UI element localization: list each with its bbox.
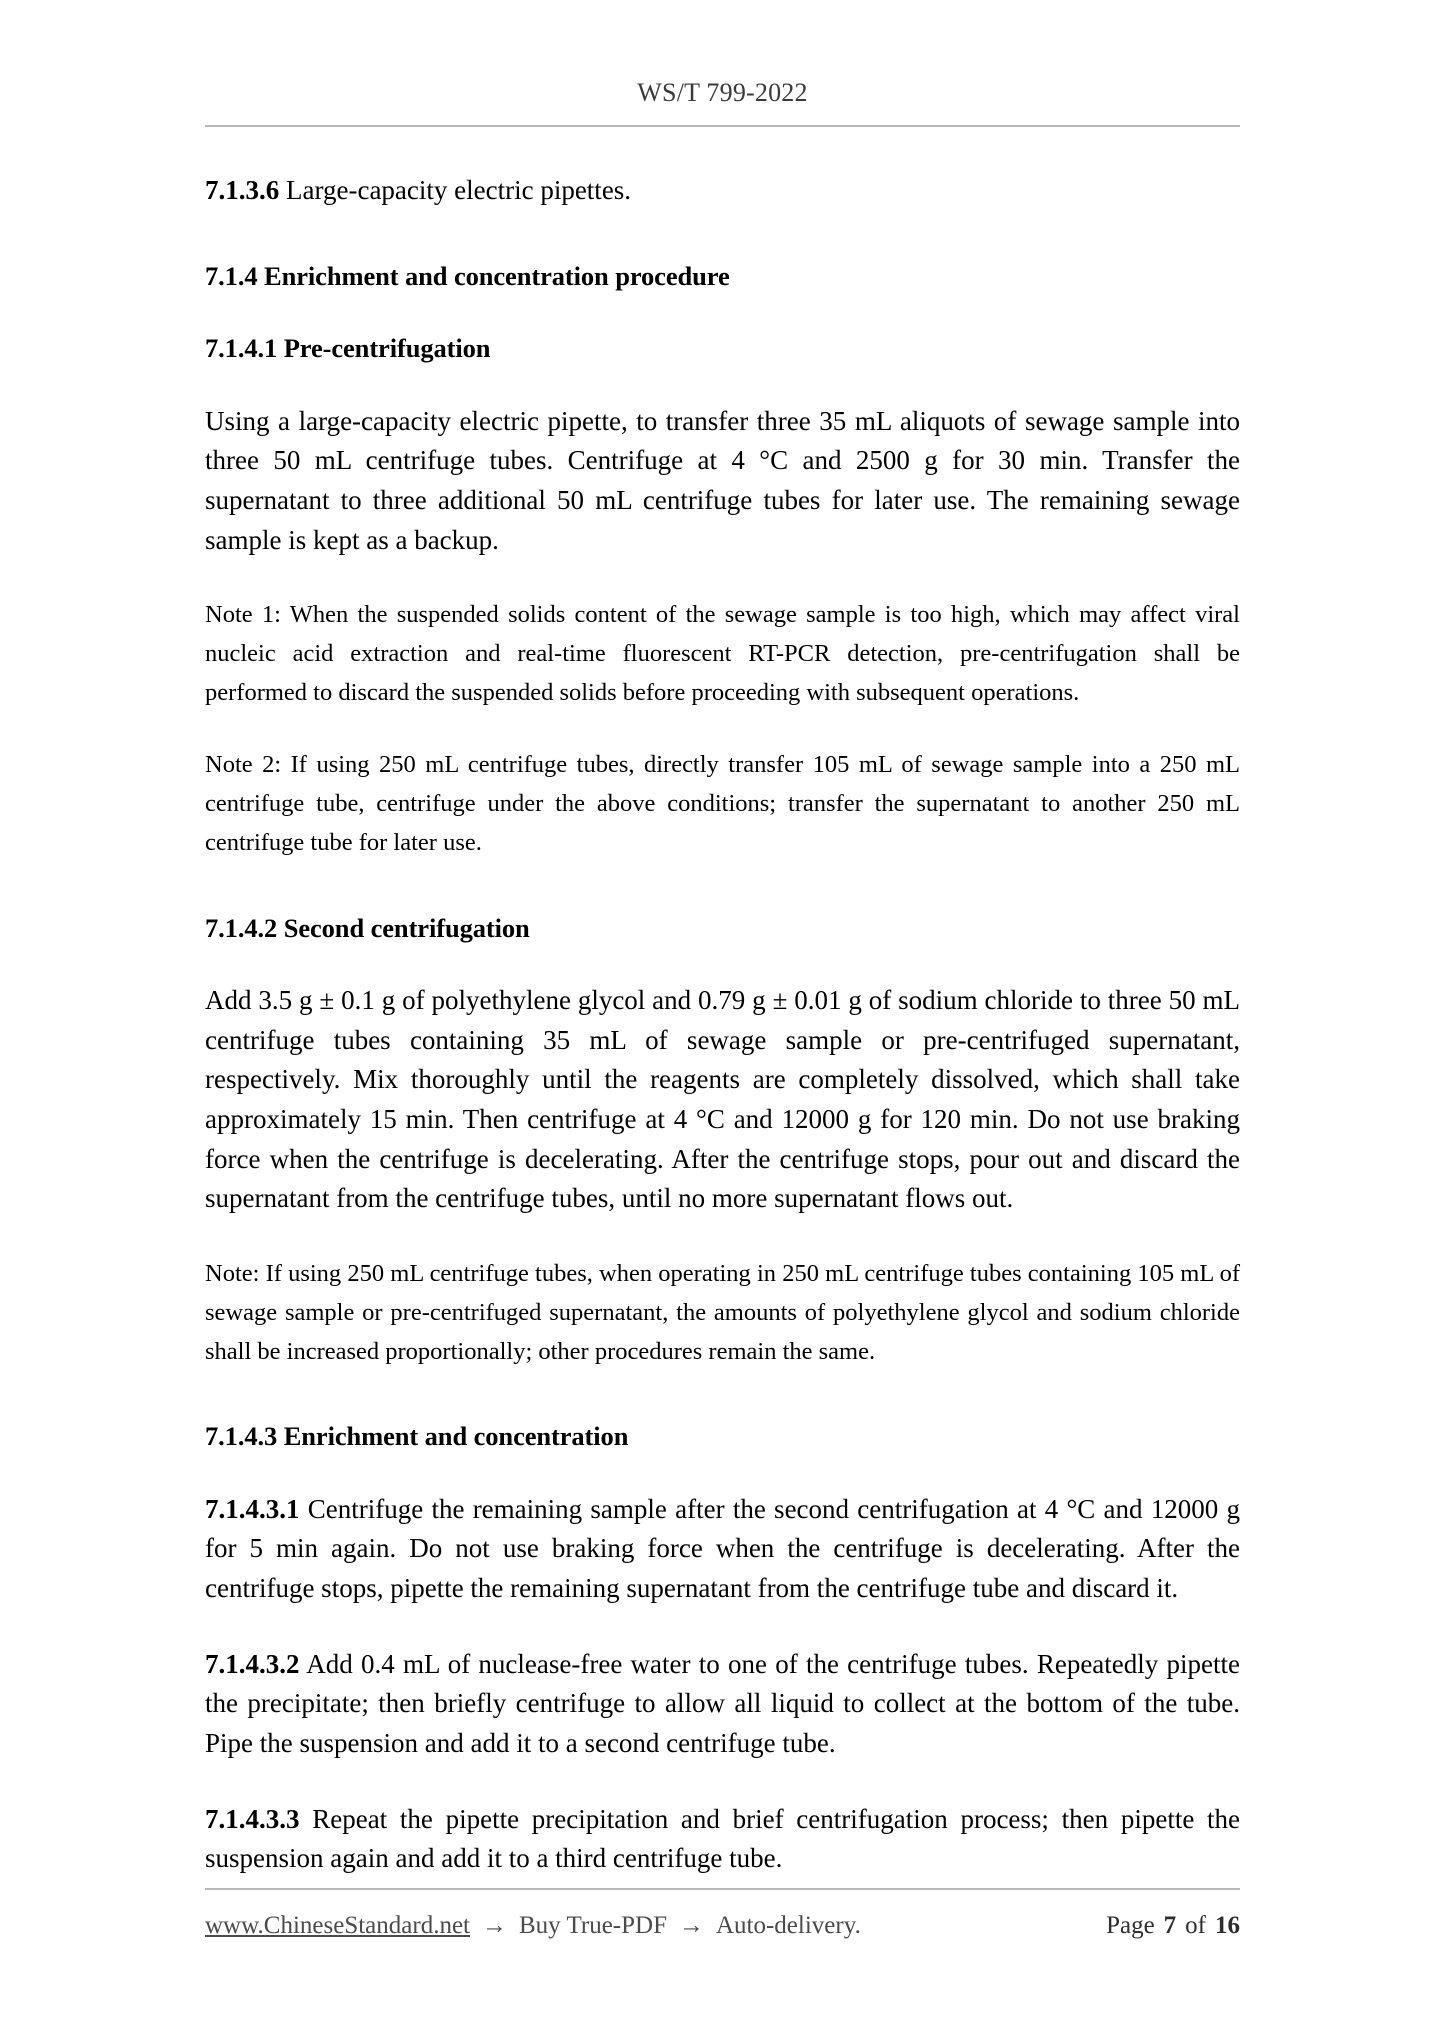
page-content-column — [205, 0, 1240, 1879]
spacer — [205, 293, 1240, 331]
spacer — [205, 211, 1240, 259]
clause-7-1-4-3-1-number: 7.1.4.3.1 — [205, 1493, 300, 1524]
footer-row — [205, 1912, 1240, 1940]
spacer — [205, 945, 1240, 981]
footer-divider — [205, 1888, 1240, 1890]
spacer — [205, 712, 1240, 746]
spacer — [205, 366, 1240, 402]
spacer — [205, 1454, 1240, 1490]
spacer — [205, 1764, 1240, 1800]
heading-7-1-4: 7.1.4 Enrichment and concentration procedure — [205, 260, 730, 291]
page-header — [205, 0, 1240, 127]
clause-7-1-3-6-number: 7.1.3.6 — [205, 175, 280, 205]
right-arrow-icon: → — [482, 1912, 507, 1939]
chinesestandard-website-link[interactable]: www.ChineseStandard.net — [205, 1912, 470, 1939]
clause-7-1-4-3-1 — [205, 1490, 1240, 1609]
spacer — [205, 863, 1240, 911]
document-standard-number: WS/T 799-2022 — [637, 78, 808, 107]
note-2-pre-centrifugation: Note 2: If using 250 mL centrifuge tubes, directly transfer 105 mL of sewage sample into a 250 mL centrifuge tube, centrifuge under the above conditions; transfer the supernatant to another 250 mL centrifuge tube for later use. — [205, 751, 1240, 856]
footer-promo — [205, 1912, 861, 1940]
page-indicator — [1106, 1912, 1240, 1940]
spacer — [205, 1219, 1240, 1255]
buy-true-pdf-label: Buy True-PDF — [519, 1912, 667, 1939]
clause-7-1-4-3-2-text: Add 0.4 mL of nuclease-free water to one of the centrifuge tubes. Repeatedly pipette the precipitate; then briefly centrifuge to allow all liquid to collect at the bottom of the tube. Pipe the suspension and add it to a second centrifuge tube. — [205, 1648, 1240, 1759]
clause-7-1-3-6 — [205, 171, 1240, 211]
clause-7-1-4-3-3-text: Repeat the pipette precipitation and brief centrifugation process; then pipette the suspension again and add it to a third centrifuge tube. — [205, 1803, 1241, 1874]
clause-7-1-3-6-text: Large-capacity electric pipettes. — [286, 175, 632, 205]
right-arrow-icon-2: → — [678, 1912, 704, 1939]
note-1-pre-centrifugation: Note 1: When the suspended solids content of the sewage sample is too high, which may affect viral nucleic acid extraction and real-time fluorescent RT-PCR detection, pre-centrifugation shall be performed to discard the suspended solids before proceeding with subsequent operations. — [205, 601, 1240, 706]
page-label: Page — [1106, 1912, 1155, 1939]
spacer — [205, 560, 1240, 596]
clause-7-1-4-3-2 — [205, 1645, 1240, 1764]
clause-7-1-4-3-2-number: 7.1.4.3.2 — [205, 1648, 300, 1679]
heading-7-1-4-2: 7.1.4.2 Second centrifugation — [205, 912, 530, 943]
of-label: of — [1185, 1912, 1206, 1939]
paragraph-7-1-4-1: Using a large-capacity electric pipette, to transfer three 35 mL aliquots of sewage sample into three 50 mL centrifuge tubes. Centrifuge at 4 °C and 2500 g for 30 min. Transfer the supernatant to three additional 50 mL centrifuge tubes for later use. The remaining sewage sample is kept as a backup. — [205, 405, 1240, 555]
clause-7-1-4-3-3 — [205, 1800, 1240, 1879]
paragraph-7-1-4-2: Add 3.5 g ± 0.1 g of polyethylene glycol and 0.79 g ± 0.01 g of sodium chloride to three 50 mL centrifuge tubes containing 35 mL of sewage sample or pre-centrifuged supernatant, respectively. Mix thoroughly until the reagents are completely dissolved, which shall take approximately 15 min. Then centrifuge at 4 °C and 12000 g for 120 min. Do not use braking force when the centrifuge is decelerating. After the centrifuge stops, pour out and discard the supernatant from the centrifuge tubes, until no more supernatant flows out. — [205, 984, 1240, 1214]
clause-7-1-4-3-3-number: 7.1.4.3.3 — [205, 1803, 300, 1834]
page-footer — [205, 1888, 1240, 1940]
note-second-centrifugation: Note: If using 250 mL centrifuge tubes, when operating in 250 mL centrifuge tubes containing 105 mL of sewage sample or pre-centrifuged supernatant, the amounts of polyethylene glycol and sodium chloride shall be increased proportionally; other procedures remain the same. — [205, 1260, 1240, 1365]
total-page-count: 16 — [1215, 1912, 1240, 1939]
spacer — [205, 1609, 1240, 1645]
document-body — [205, 127, 1240, 1879]
heading-7-1-4-1: 7.1.4.1 Pre-centrifugation — [205, 333, 491, 364]
spacer — [205, 1371, 1240, 1419]
heading-7-1-4-3: 7.1.4.3 Enrichment and concentration — [205, 1421, 629, 1452]
clause-7-1-4-3-1-text: Centrifuge the remaining sample after the second centrifugation at 4 °C and 12000 g for 5 min again. Do not use braking force when the centrifuge is decelerating. After the centrifuge stops, pipette the remaining supernatant from the centrifuge tube and discard it. — [205, 1493, 1240, 1604]
current-page-number: 7 — [1163, 1912, 1177, 1939]
auto-delivery-label: Auto-delivery. — [715, 1912, 861, 1939]
